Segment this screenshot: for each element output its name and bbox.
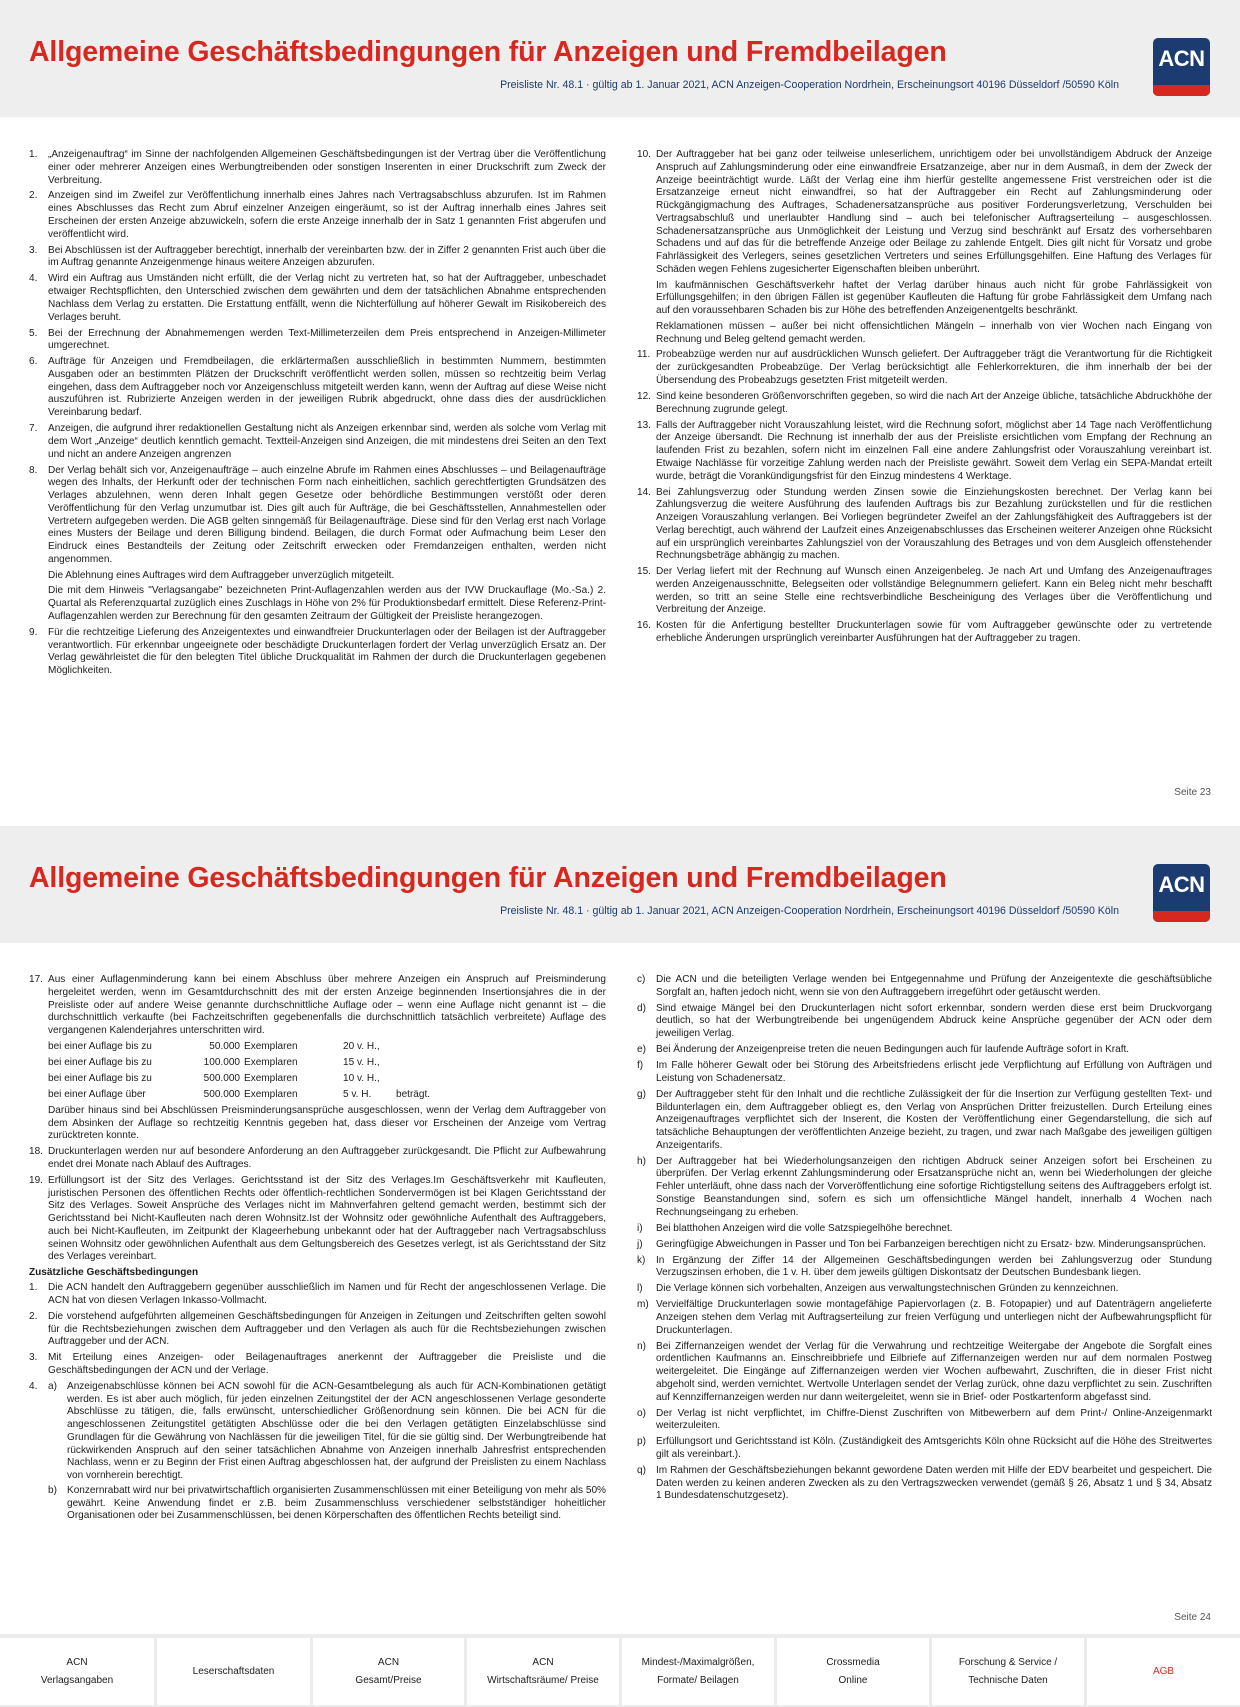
item-text: Vervielfältige Druckunterlagen sowie montagefähige Papiervorlagen (z. B. Fotopapier) und auf Datenträgern angelieferte Anzeigen stehen dem Verlag mit Auftragserteilung zur freien Verfügung und unterliegen nicht der Aufbewahrungspflicht für Druckunterlagen. xyxy=(656,1299,1212,1336)
page-header xyxy=(0,0,1240,117)
nav-tab-line1: Leserschaftsdaten xyxy=(192,1665,275,1677)
table-cell xyxy=(396,1039,430,1055)
terms-item-13 xyxy=(637,420,1212,484)
item-letter: a) xyxy=(48,1380,57,1392)
circulation-reduction-table xyxy=(48,1039,430,1103)
page-24 xyxy=(0,826,1240,1634)
nav-tab-agb[interactable] xyxy=(1087,1638,1240,1705)
item-number: 16. xyxy=(637,620,651,632)
item-number: 12. xyxy=(637,390,651,402)
nav-tab-line1: ACN xyxy=(377,1656,400,1668)
item-number: 13. xyxy=(637,419,651,431)
item-text: Die vorstehend aufgeführten allgemeinen Geschäftsbedingungen für Anzeigen in Zeitungen und Zeitschriften gelten sowohl für die Rechtsbeziehungen zwischen dem Auftraggeber und den Verlagen als auch für die Rechtsbeziehungen zwischen Auftraggeber und der ACN. xyxy=(48,1310,606,1348)
item-text: Der Auftraggeber steht für den Inhalt und die rechtliche Zulässigkeit der für die Insertion zur Verfügung gestellten Text- und Bildunterlagen ein, dem Auftraggeber obliegt es, den Verlag von Ansprüchen Dritter freizustellen. Durch Erteilung eines Anzeigenauftrages verpflichtet sich der Inserent, die Kosten der Veröffentlichung einer Gegendarstellung, die sich auf tatsächliche Behauptungen der veröffentlichten Anzeige bezieht, zu tragen, und zwar nach Maßgabe des jeweiligen gültigen Anzeigentarifs. xyxy=(656,1088,1212,1151)
acn-logo-bar xyxy=(1153,911,1210,922)
terms-item-17 xyxy=(29,974,606,1143)
nav-tab-gesamt-preise[interactable] xyxy=(313,1638,464,1705)
page-23 xyxy=(0,0,1240,818)
item-text: Die ACN und die beteiligten Verlage wenden bei Entgegennahme und Prüfung der Anzeigentexte die geschäftsübliche Sorgfalt an, haften jedoch nicht, wenn sie von den Auftraggebern irregeführt oder getäuscht werden. xyxy=(656,974,1212,998)
page-header xyxy=(0,826,1240,943)
additional-item-n xyxy=(637,1341,1212,1405)
item-text: Sind etwaige Mängel bei den Druckunterlagen nicht sofort erkennbar, sondern werden diese erst beim Druckvorgang deutlich, so hat der Werbungtreibende bei ungenügendem Abdruck keine Ansprüche gegenüber der ACN oder dem jeweiligen Verlag. xyxy=(656,1002,1212,1040)
terms-item-18 xyxy=(29,1146,606,1172)
item-number: 11. xyxy=(637,349,651,361)
additional-item-j xyxy=(637,1239,1212,1252)
page-subtitle: Preisliste Nr. 48.1 · gültig ab 1. Januar 2021, ACN Anzeigen-Cooperation Nordrhein, Erscheinungsort 40196 Düsseldorf /50590 Köln xyxy=(500,79,1119,91)
table-cell: bei einer Auflage bis zu xyxy=(48,1072,152,1084)
additional-item-g xyxy=(637,1089,1212,1153)
table-cell: 100.000 xyxy=(203,1056,240,1068)
item-number: 1. xyxy=(29,1282,38,1294)
additional-item-k xyxy=(637,1255,1212,1281)
terms-item-5 xyxy=(29,328,606,354)
terms-column-left xyxy=(29,149,606,681)
additional-item-4b xyxy=(48,1485,606,1523)
table-cell: beträgt. xyxy=(396,1088,431,1100)
terms-item-6 xyxy=(29,356,606,420)
item-number: 1. xyxy=(29,149,38,160)
item-number: 4. xyxy=(29,1380,38,1392)
additional-item-o xyxy=(637,1408,1212,1434)
item-text: Die Verlage können sich vorbehalten, Anzeigen aus verwaltungstechnischen Gründen zu kennzeichnen. xyxy=(656,1283,1119,1295)
item-text: Konzernrabatt wird nur bei privatwirtschaftlich organisierten Zusammenschlüssen mit einer Beteiligung von mehr als 50% gewährt. Keine Anwendung findet er z.B. beim Zusammenschluss verschiedener selbstständiger hoheitlicher Organisationen oder bei Zusammenschlüssen, bei denen Körperschaften des öffentlichen Rechts beteiligt sind. xyxy=(67,1484,606,1522)
nav-tab-label xyxy=(41,1654,113,1690)
item-text: Die ACN handelt den Auftraggebern gegenüber ausschließlich im Namen und für Recht der angeschlossenen Verlage. Die ACN hat von diesen Verlagen Inkasso-Vollmacht. xyxy=(48,1282,606,1306)
nav-tab-line2: Formate/ Beilagen xyxy=(657,1674,739,1686)
additional-item-d xyxy=(637,1003,1212,1041)
item-text: Im Rahmen der Geschäftsbeziehungen bekannt gewordene Daten werden mit Hilfe der EDV bearbeitet und gespeichert. Die Daten werden zu keinen anderen Zwecken als zu den Vertragszwecken verwendet (gemäß § 26, Absatz 1 und § 34, Absatz 1 Bundesdatenschutzgesetz). xyxy=(656,1464,1212,1502)
item-text-extra: Reklamationen müssen – außer bei nicht offensichtlichen Mängeln – innerhalb von vier Wochen nach Eingang von Rechnung und Beleg geltend gemacht werden. xyxy=(656,320,1212,345)
terms-item-19 xyxy=(29,1175,606,1264)
item-text: Bei Ziffernanzeigen wendet der Verlag für die Verwahrung und rechtzeitige Weitergabe der Angebote die Sorgfalt eines ordentlichen Kaufmanns an. Einschreibbriefe und Eilbriefe auf Ziffernanzeigen werden nur auf dem normalen Postweg weitergeleitet. Die Eingänge auf Ziffernanzeigen werden vier Wochen aufbewahrt, Zuschriften, die in dieser Frist nicht abgeholt sind, werden vernichtet. Wertvolle Unterlagen sendet der Verlag zurück, ohne dazu verpflichtet zu sein. Zuschriften auf Kennziffernanzeigen werden nur dann weitergeleitet, wenn sie in Brief- oder Postkartenform abgefasst sind. xyxy=(656,1340,1212,1403)
terms-item-1 xyxy=(29,149,606,187)
table-row xyxy=(48,1087,430,1103)
additional-item-2 xyxy=(29,1311,606,1349)
item-number: 3. xyxy=(29,244,38,256)
item-text: Anzeigen sind im Zweifel zur Veröffentlichung innerhalb eines Jahres nach Vertragsabschluss abzurufen. Ist im Rahmen eines Abschlusses das Recht zum Abruf einzelner Anzeigen eingeräumt, so ist der Auftrag innerhalb eines Jahres seit Erscheinen der ersten Anzeige abzuwickeln, sofern die erste Anzeige innerhalb der in Satz 1 genannten Frist abgerufen und veröffentlicht wird. xyxy=(48,190,606,240)
item-text-extra: Im kaufmännischen Geschäftsverkehr haftet der Verlag darüber hinaus auch nicht für grobe Fahrlässigkeit von Erfüllungsgehilfen; in den übrigen Fällen ist gegenüber Kaufleuten die Haftung für grobe Fahrlässigkeit dem Umfang nach auf den voraussehbaren Schaden bis zur Höhe des betreffenden Anzeigenentgelts beschränkt. xyxy=(656,279,1212,316)
nav-tab-wirtschaftsraeume-preise[interactable] xyxy=(467,1638,619,1705)
nav-tab-label xyxy=(193,1663,275,1681)
nav-tab-label xyxy=(959,1654,1057,1690)
additional-item-c xyxy=(637,974,1212,1000)
nav-tab-line1: Crossmedia xyxy=(826,1656,880,1668)
additional-item-e xyxy=(637,1044,1212,1057)
item-text: Der Verlag ist nicht verpflichtet, im Chiffre-Dienst Zuschriften von Mitbewerbern auf dem Print-/ Online-Anzeigenmarkt weiterzuleiten. xyxy=(656,1407,1212,1432)
item-text: Im Falle höherer Gewalt oder bei Störung des Arbeitsfriedens erlischt jede Verpflichtung auf Erfüllung von Aufträgen und Leistung von Schadenersatz. xyxy=(656,1060,1212,1084)
item-text: Der Verlag behält sich vor, Anzeigenaufträge – auch einzelne Abrufe im Rahmen eines Abschlusses – und Beilagenaufträge wegen des Inhalts, der Herkunft oder der technischen Form nach einheitlichen, sachlich gerechtfertigten Grundsätzen des Verlages abzulehnen, wenn deren Inhalt gegen Gesetze oder behördliche Bestimmungen verstößt oder deren Veröffentlichung für den Verlag unzumutbar ist. Dies gilt auch für Aufträge, die bei Geschäftsstellen, Annahmestellen oder Vertretern aufgegeben werden. Die AGB gelten sinngemäß für Beilagenaufträge. Diese sind für den Verlag erst nach Vorlage eines Musters der Beilage und deren Billigung bindend. Beilagen, die durch Format oder Aufmachung beim Leser den Eindruck eines Bestandteils der Zeitung oder Zeitschrift erwecken oder Fremdanzeigen enthalten, werden nicht angenommen. xyxy=(48,464,606,565)
acn-logo-bar xyxy=(1153,85,1210,96)
item-text-extra: Darüber hinaus sind bei Abschlüssen Preisminderungsansprüche ausgeschlossen, wenn der Verlag dem Auftraggeber von dem Absinken der Auflage so rechtzeitig Kenntnis gegeben hat, dass dieser vor Erscheinen der Anzeige vom Vertrag zurücktreten konnte. xyxy=(48,1104,606,1142)
additional-item-1 xyxy=(29,1282,606,1308)
terms-column-right xyxy=(637,974,1212,1506)
item-letter: q) xyxy=(637,1464,646,1476)
item-number: 2. xyxy=(29,1310,38,1322)
item-text: Probeabzüge werden nur auf ausdrücklichen Wunsch geliefert. Der Auftraggeber trägt die Verantwortung für die Richtigkeit der zurückgesandten Probeabzüge. Der Verlag berücksichtigt alle Fehlerkorrekturen, die ihm innerhalb der bei der Übersendung des Probeabzugs gesetzten Frist mitgeteilt werden. xyxy=(656,349,1212,386)
item-letter: m) xyxy=(637,1299,649,1311)
item-number: 6. xyxy=(29,356,38,368)
terms-column-right xyxy=(637,149,1212,649)
nav-tab-line1: AGB xyxy=(1152,1665,1175,1677)
item-number: 5. xyxy=(29,327,38,339)
additional-item-h xyxy=(637,1156,1212,1220)
terms-item-4 xyxy=(29,273,606,324)
acn-logo xyxy=(1153,38,1210,96)
additional-item-p xyxy=(637,1436,1212,1462)
nav-tab-label xyxy=(826,1654,879,1690)
nav-tab-label xyxy=(642,1654,755,1690)
item-text: Anzeigenabschlüsse können bei ACN sowohl für die ACN-Gesamtbelegung als auch für ACN-Kombinationen getätigt werden. Es ist aber auch möglich, für jeden einzelnen Zeitungstitel der der ACN angeschlossenen Verlage gesonderte Abschlüsse zu tätigen, die, falls erwünscht, unterschiedlicher Größenordnung sein können. Die bei ACN für die angeschlossenen Zeitungstitel getätigten Abschlüsse oder die bei den Verlagen getätigten Einzelabschlüsse sind Grundlagen für die Gewährung von Nachlässen für die jeweiligen Titel, für die sie gültig sind. Der Werbungtreibende hat rückwirkenden Anspruch auf den seiner tatsächlichen Abnahme von Anzeigen innerhalb Jahresfrist entsprechenden Nachlass, wenn er zu Beginn der Frist einen Auftrag abgeschlossen hat, der aufgrund der Preislisten zu einem Nachlass von vornherein berechtigt. xyxy=(67,1380,606,1482)
item-number: 9. xyxy=(29,626,38,638)
item-letter: i) xyxy=(637,1222,643,1234)
table-cell: 10 v. H., xyxy=(343,1072,380,1084)
item-letter: p) xyxy=(637,1436,646,1448)
item-number: 10. xyxy=(637,149,651,160)
terms-item-8 xyxy=(29,465,606,624)
nav-tab-forschung-technische-daten[interactable] xyxy=(932,1638,1084,1705)
nav-tab-line2: Wirtschaftsräume/ Preise xyxy=(487,1674,599,1686)
item-text: Bei der Errechnung der Abnahmemengen werden Text-Millimeterzeilen dem Preis entsprechend in Anzeigen-Millimeter umgerechnet. xyxy=(48,327,606,352)
table-cell: 500.000 xyxy=(203,1072,240,1084)
nav-tab-formate-beilagen[interactable] xyxy=(622,1638,774,1705)
item-text: Sind keine besonderen Größenvorschriften gegeben, so wird die nach Art der Anzeige übliche, tatsächliche Abdruckhöhe der Berechnung zugrunde gelegt. xyxy=(656,390,1212,415)
nav-tab-line2: Online xyxy=(838,1674,868,1686)
item-letter: j) xyxy=(637,1238,643,1250)
item-text: Wird ein Auftrag aus Umständen nicht erfüllt, die der Verlag nicht zu vertreten hat, so hat der Auftraggeber, unbeschadet etwaiger Rechtspflichten, den Unterschied zwischen dem gewährten und dem der tatsächlichen Abnahme entsprechenden Nachlass dem Verlag zu erstatten. Die Erstattung entfällt, wenn die Nichterfüllung auf höherer Gewalt im Risikobereich des Verlages beruht. xyxy=(48,273,606,323)
table-cell: 50.000 xyxy=(209,1040,240,1052)
item-number: 17. xyxy=(29,974,43,985)
item-number: 7. xyxy=(29,423,38,435)
page-title: Allgemeine Geschäftsbedingungen für Anzeigen und Fremdbeilagen xyxy=(29,862,947,894)
acn-logo-text: ACN xyxy=(1158,46,1205,71)
terms-item-10 xyxy=(637,149,1212,346)
nav-tab-line1: ACN xyxy=(532,1656,554,1668)
item-text: „Anzeigenauftrag“ im Sinne der nachfolgenden Allgemeinen Geschäftsbedingungen ist der Vertrag über die Veröffentlichung einer oder mehrerer Anzeigen eines Werbungtreibenden oder sonstigen Inserenten in einer Druckschrift zum Zweck der Verbreitung. xyxy=(48,149,606,186)
item-letter: o) xyxy=(637,1407,646,1419)
terms-item-15 xyxy=(637,566,1212,617)
item-text: Kosten für die Anfertigung bestellter Druckunterlagen sowie für vom Auftraggeber gewünschte oder zu vertretende erhebliche Änderungen ursprünglich vereinbarter Ausführungen hat der Auftraggeber zu tragen. xyxy=(656,620,1212,645)
nav-tab-verlagsangaben[interactable] xyxy=(0,1638,154,1705)
table-cell: Exemplaren xyxy=(244,1088,298,1100)
terms-item-9 xyxy=(29,627,606,678)
item-text: Bei blatthohen Anzeigen wird die volle Satzspiegelhöhe berechnet. xyxy=(656,1222,953,1234)
item-text: Aus einer Auflagenminderung kann bei einem Abschluss über mehrere Anzeigen ein Anspruch auf Preisminderung hergeleitet werden, wenn im Gesamtdurchschnitt des mit der ersten Anzeige beginnenden Insertionsjahres die in der Preisliste oder auf andere Weise genannte durchschnittliche Auflage oder – wenn eine Auflage nicht genannt ist – die durchschnittlich verkaufte (bei Fachzeitschriften gegebenenfalls die durchschnittlich tatsächlich verbreitete) Auflage des vergangenen Kalenderjahres unterschritten wird. xyxy=(48,974,606,1036)
item-letter: c) xyxy=(637,974,646,985)
item-text: Erfüllungsort ist der Sitz des Verlages. Gerichtsstand ist der Sitz des Verlages.Im Geschäftsverkehr mit Kaufleuten, juristischen Personen des öffentlichen Rechts oder öffentlich-rechtlichen Sondervermögen ist bei Klagen Gerichtsstand der Sitz des Verlages. Soweit Ansprüche des Verlages nicht im Mahnverfahren geltend gemacht werden, bestimmt sich der Gerichtsstand bei Nicht-Kaufleuten nach deren Wohnsitz.Ist der Wohnsitz oder gewöhnliche Aufenthalt des Auftraggebers, auch bei Nicht-Kaufleuten, im Zeitpunkt der Klageerhebung unbekannt oder hat der Auftraggeber nach Vertragsabschluss seinen Wohnsitz oder gewöhnlichen Aufenthalt aus dem Geltungsbereich des Gesetzes verlegt, ist als Gerichtsstand der Sitz des Verlages vereinbart. xyxy=(48,1174,606,1263)
item-text: Mit Erteilung eines Anzeigen- oder Beilagenauftrages anerkennt der Auftraggeber die Preisliste und die Geschäftsbedingungen der ACN und der Verlage. xyxy=(48,1352,606,1376)
item-letter: n) xyxy=(637,1340,646,1352)
table-row xyxy=(48,1071,430,1087)
page-separator xyxy=(0,818,1240,826)
item-text: Der Auftraggeber hat bei ganz oder teilweise unleserlichem, unrichtigem oder bei unvollständigem Abdruck der Anzeige Anspruch auf Zahlungsminderung oder eine einwandfreie Ersatzanzeige, aber nur in dem Ausmaß, in dem der Zweck der Anzeige beeinträchtigt wurde. Läßt der Verlag eine ihm hierfür gestellte angemessene Frist verstreichen oder ist die Ersatzanzeige erneut nicht einwandfrei, so hat der Auftraggeber ein Recht auf Zahlungsminderung oder Rückgängigmachung des Auftrages, Schadenersatzansprüche aus positiver Forderungsverletzung, Verschulden bei Vertragsabschluß und unerlaubter Handlung sind – auch bei telefonischer Auftragserteilung – ausgeschlossen. Schadenersatzansprüche aus Unmöglichkeit der Leistung und Verzug sind beschränkt auf Ersatz des vorhersehbaren Schadens und auf das für die betreffende Anzeige oder Beilage zu zahlende Entgelt. Dies gilt nicht für Vorsatz und grobe Fahrlässigkeit des Verlegers, seines gesetzlichen Vertreters und seines Erfüllungsgehilfen. Eine Haftung des Verlages für Schäden wegen Fehlens zugesicherter Eigenschaften bleiben unberührt. xyxy=(656,149,1212,275)
table-cell: Exemplaren xyxy=(244,1056,298,1068)
item-text: Falls der Auftraggeber nicht Vorauszahlung leistet, wird die Rechnung sofort, möglichst aber 14 Tage nach Veröffentlichung der Anzeige übersandt. Die Rechnung ist innerhalb der aus der Preisliste ersichtlichen vom Empfang der Rechnung an laufenden Frist zu bezahlen, sofern nicht im einzelnen Fall eine andere Zahlungsfrist oder Vorauszahlung vereinbart ist. Etwaige Nachlässe für vorzeitige Zahlung werden nach der Preisliste gewährt. Soweit dem Verlag ein SEPA-Mandat erteilt wurde, beträgt die Vorankündigungsfrist für den Einzug mindestens 4 Werktage. xyxy=(656,419,1212,482)
page-number: Seite 24 xyxy=(1174,1612,1211,1623)
item-text: Für die rechtzeitige Lieferung des Anzeigentextes und einwandfreier Druckunterlagen oder der Beilagen ist der Auftraggeber verantwortlich. Für erkennbar ungeeignete oder beschädigte Druckunterlagen fordert der Verlag unverzüglich Ersatz an. Der Verlag gewährleistet die für den belegten Titel übliche Druckqualität im Rahmen der durch die Druckunterlagen gegebenen Möglichkeiten. xyxy=(48,626,606,676)
nav-tab-line2: Gesamt/Preise xyxy=(355,1674,422,1686)
nav-tab-label xyxy=(355,1654,421,1690)
terms-item-3 xyxy=(29,245,606,271)
item-text: In Ergänzung der Ziffer 14 der Allgemeinen Geschäftsbedingungen werden bei Zahlungsverzug oder Stundung Verzugszinsen erhoben, die 1 v. H. über dem jeweils gültigen Diskontsatz der Deutschen Bundesbank liegen. xyxy=(656,1254,1212,1279)
item-letter: b) xyxy=(48,1484,57,1496)
additional-item-f xyxy=(637,1060,1212,1086)
item-number: 4. xyxy=(29,273,38,285)
item-letter: f) xyxy=(637,1060,644,1072)
section-title-additional-terms: Zusätzliche Geschäftsbedingungen xyxy=(29,1267,199,1279)
additional-item-l xyxy=(637,1283,1212,1296)
item-number: 3. xyxy=(29,1352,38,1364)
item-letter: h) xyxy=(637,1155,646,1167)
terms-item-16 xyxy=(637,620,1212,646)
page-number: Seite 23 xyxy=(1174,787,1211,798)
acn-logo-text: ACN xyxy=(1158,872,1205,897)
nav-tab-line1: ACN xyxy=(66,1656,88,1668)
table-cell: 20 v. H., xyxy=(343,1040,380,1052)
table-cell: Exemplaren xyxy=(244,1072,298,1084)
terms-column-left xyxy=(29,974,606,1526)
page-subtitle: Preisliste Nr. 48.1 · gültig ab 1. Januar 2021, ACN Anzeigen-Cooperation Nordrhein, Erscheinungsort 40196 Düsseldorf /50590 Köln xyxy=(500,905,1119,917)
item-text: Aufträge für Anzeigen und Fremdbeilagen, die erklärtermaßen ausschließlich in bestimmten Nummern, bestimmten Ausgaben oder an bestimmten Plätzen der Druckschrift veröffentlicht werden sollen, müssen so rechtzeitig beim Verlag eingehen, dass dem Auftraggeber noch vor Anzeigenschluss mitgeteilt werden kann, wenn der Auftrag auf diese Weise nicht auszuführen ist. Rubrizierte Anzeigen werden in der jeweiligen Rubrik abgedruckt, ohne dass dies der ausdrücklichen Vereinbarung bedarf. xyxy=(48,356,606,419)
additional-item-m xyxy=(637,1299,1212,1337)
terms-item-2 xyxy=(29,190,606,241)
additional-item-3 xyxy=(29,1352,606,1378)
nav-tab-line2: Verlagsangaben xyxy=(40,1674,114,1686)
item-text: Bei Abschlüssen ist der Auftraggeber berechtigt, innerhalb der vereinbarten bzw. der in Ziffer 2 genannten Frist auch über die im Auftrag genannte Anzeigenmenge hinaus weitere Anzeigen abzurufen. xyxy=(48,244,606,269)
nav-tab-line2: Technische Daten xyxy=(968,1674,1048,1686)
table-cell: 15 v. H., xyxy=(343,1056,380,1068)
nav-tab-crossmedia-online[interactable] xyxy=(777,1638,929,1705)
table-cell: bei einer Auflage bis zu xyxy=(48,1056,152,1068)
table-cell: bei einer Auflage bis zu xyxy=(48,1040,152,1052)
item-text: Bei Zahlungsverzug oder Stundung werden Zinsen sowie die Einziehungskosten berechnet. Der Verlag kann bei Zahlungsverzug die weitere Ausführung des laufenden Auftrags bis zur Bezahlung zurückstellen und für die restlichen Anzeigen Vorauszahlung verlangen. Bei Vorliegen begründeter Zweifel an der Zahlungsfähigkeit des Auftraggebers ist der Verlag berechtigt, auch während der Laufzeit eines Anzeigenabschlusses das Erscheinen weiterer Anzeigen ohne Rücksicht auf ein ursprünglich vereinbartes Zahlungsziel von der Vorauszahlung des Betrages und von dem Ausgleich offenstehender Rechnungsbeträge abhängig zu machen. xyxy=(656,486,1212,562)
table-cell xyxy=(396,1071,430,1087)
table-cell: Exemplaren xyxy=(244,1040,298,1052)
item-number: 8. xyxy=(29,464,38,476)
item-text: Erfüllungsort und Gerichtsstand ist Köln. (Zuständigkeit des Amtsgerichts Köln ohne Rücksicht auf die Höhe des Streitwertes gilt als vereinbart.). xyxy=(656,1436,1212,1460)
item-number: 19. xyxy=(29,1174,43,1186)
item-text-extra: Die Ablehnung eines Auftrages wird dem Auftraggeber unverzüglich mitgeteilt. xyxy=(48,569,395,581)
item-number: 14. xyxy=(637,486,651,498)
nav-tab-line1: Mindest-/Maximalgrößen, xyxy=(641,1656,755,1668)
item-letter: l) xyxy=(637,1283,643,1295)
item-letter: g) xyxy=(637,1088,646,1100)
nav-tab-label xyxy=(1153,1663,1174,1681)
item-letter: e) xyxy=(637,1044,646,1056)
nav-tab-label xyxy=(487,1654,599,1690)
table-cell: 500.000 xyxy=(203,1088,240,1100)
item-text: Der Auftraggeber hat bei Wiederholungsanzeigen den richtigen Abdruck seiner Anzeigen sofort bei Erscheinen zu überprüfen. Der Verlag erkennt Zahlungsminderung oder Ersatzansprüche nicht an, wenn bei Wiederholungen der gleiche Fehler unterläuft, ohne dass nach der Vorveröffentlichung eine sofortige Richtigstellung seitens des Auftraggebers erfolgt ist. Sonstige Beanstandungen sind, sofern es sich um offensichtliche Mängel handelt, innerhalb 4 Wochen nach Rechnungseingang zu erheben. xyxy=(656,1155,1212,1218)
footer-nav xyxy=(0,1634,1240,1707)
additional-item-q xyxy=(637,1465,1212,1503)
page-title: Allgemeine Geschäftsbedingungen für Anzeigen und Fremdbeilagen xyxy=(29,36,947,68)
terms-item-14 xyxy=(637,487,1212,564)
nav-tab-line1: Forschung & Service / xyxy=(958,1656,1058,1668)
table-cell: bei einer Auflage über xyxy=(48,1088,146,1100)
item-number: 2. xyxy=(29,190,38,202)
table-row xyxy=(48,1055,430,1071)
item-text: Der Verlag liefert mit der Rechnung auf Wunsch einen Anzeigenbeleg. Je nach Art und Umfang des Anzeigenauftrages werden Anzeigenausschnitte, Belegseiten oder vollständige Belegnummern geliefert. Kann ein Beleg nicht mehr beschafft werden, so tritt an seine Stelle eine rechtsverbindliche Bescheinigung des Verlages über die Veröffentlichung und Verbreitung der Anzeige. xyxy=(656,566,1212,616)
table-cell: 5 v. H. xyxy=(343,1088,372,1100)
additional-item-4a xyxy=(48,1381,606,1483)
item-number: 15. xyxy=(637,566,651,578)
terms-item-12 xyxy=(637,391,1212,417)
additional-item-4 xyxy=(29,1381,606,1523)
terms-item-11 xyxy=(637,349,1212,387)
nav-tab-leserschaftsdaten[interactable] xyxy=(157,1638,310,1705)
item-number: 18. xyxy=(29,1146,43,1158)
item-text: Anzeigen, die aufgrund ihrer redaktionellen Gestaltung nicht als Anzeigen erkennbar sind, werden als solche vom Verlag mit dem Wort „Anzeige“ deutlich kenntlich gemacht. Textteil-Anzeigen sind Anzeigen, die mit mindestens drei Seiten an den Text und nicht an andere Anzeigen angrenzen xyxy=(48,423,606,460)
item-letter: d) xyxy=(637,1002,646,1014)
item-letter: k) xyxy=(637,1254,646,1266)
item-text: Bei Änderung der Anzeigenpreise treten die neuen Bedingungen auch für laufende Aufträge sofort in Kraft. xyxy=(656,1044,1130,1056)
terms-item-7 xyxy=(29,423,606,461)
acn-logo xyxy=(1153,864,1210,922)
table-cell xyxy=(396,1055,430,1071)
item-text-extra: Die mit dem Hinweis "Verlagsangabe" bezeichneten Print-Auflagenzahlen werden aus der IVW Druckauflage (Mo.-Sa.) 2. Quartal als Referenzquartal zuzüglich eines Zuschlags in Höhe von 2% für Produktionsbedarf ermittelt. Diese Referenz-Print-Auflagenzahlen werden zur Berechnung für den gesamten Zeitraum der Gültigkeit der Preisliste herangezogen. xyxy=(48,585,606,622)
additional-item-i xyxy=(637,1223,1212,1236)
item-text: Geringfügige Abweichungen in Passer und Ton bei Farbanzeigen berechtigen nicht zu Ersatz- bzw. Minderungsansprüchen. xyxy=(656,1238,1206,1250)
table-row xyxy=(48,1039,430,1055)
item-text: Druckunterlagen werden nur auf besondere Anforderung an den Auftraggeber zurückgesandt. Die Pflicht zur Aufbewahrung endet drei Monate nach Ablauf des Auftrages. xyxy=(48,1146,606,1170)
